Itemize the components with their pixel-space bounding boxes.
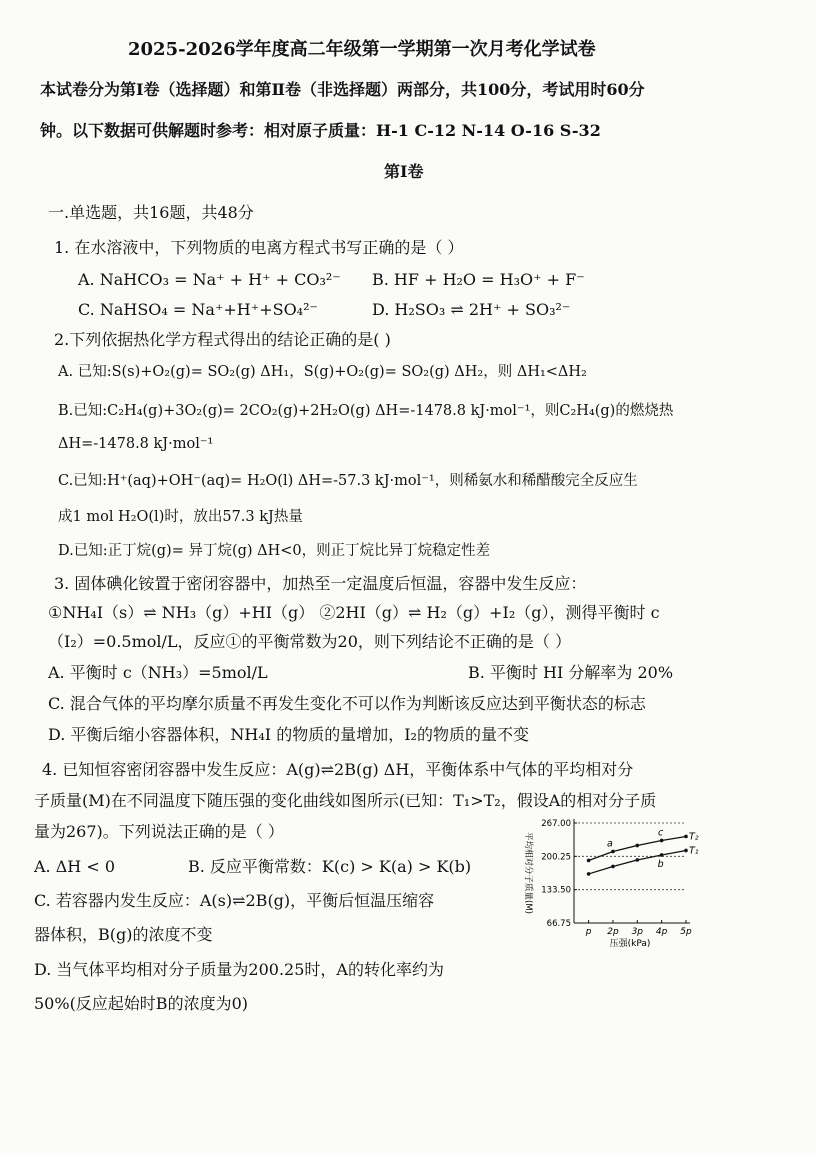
q4-option-d-line-1: D. 当气体平均相对分子质量为200.25时，A的转化率约为 [34, 960, 444, 979]
data-point [611, 850, 615, 854]
data-point [660, 853, 664, 857]
q3-option-c: C. 混合气体的平均摩尔质量不再发生变化不可以作为判断该反应达到平衡状态的标志 [48, 694, 646, 713]
x-tick-label: 4p [655, 927, 668, 937]
q4-stem-line-1: 4. 已知恒容密闭容器中发生反应：A(g)⇌2B(g) ΔH，平衡体系中气体的平均相对分 [42, 760, 634, 779]
point-label: b [657, 858, 664, 870]
y-axis-label: 平均相对分子质量(M) [523, 832, 533, 914]
data-point [636, 844, 640, 848]
section-heading: 一.单选题，共16题，共48分 [48, 203, 254, 222]
data-point [660, 839, 664, 843]
q4-option-c-line-2: 器体积，B(g)的浓度不变 [34, 925, 213, 944]
y-tick-label: 267.00 [541, 819, 571, 829]
q2-option-d: D.已知:正丁烷(g)= 异丁烷(g) ΔH<0，则正丁烷比异丁烷稳定性差 [58, 543, 491, 559]
data-point [587, 859, 591, 863]
y-tick-label: 66.75 [546, 919, 571, 929]
pressure-molar-mass-chart [512, 810, 702, 950]
x-tick-label: p [585, 927, 592, 937]
q2-option-b-line-2: ΔH=-1478.8 kJ·mol⁻¹ [58, 436, 214, 452]
intro-line-1: 本试卷分为第Ⅰ卷（选择题）和第Ⅱ卷（非选择题）两部分，共100分，考试用时60分 [40, 80, 645, 99]
y-tick-label: 133.50 [541, 885, 571, 896]
q4-option-c-line-1: C. 若容器内发生反应：A(s)⇌2B(g)，平衡后恒温压缩容 [34, 891, 435, 910]
q3-stem-line-2: ①NH₄I（s）⇌ NH₃（g）+HI（g） ②2HI（g）⇌ H₂（g）+I₂（g），测得平衡时 c [48, 603, 660, 622]
q2-stem: 2.下列依据热化学方程式得出的结论正确的是( ) [54, 330, 391, 349]
x-axis-label: 压强(kPa) [609, 939, 651, 949]
q2-option-c-line-2: 成1 mol H₂O(l)时，放出57.3 kJ热量 [58, 509, 303, 525]
series-label: T₂ [689, 831, 699, 843]
x-tick-label: 5p [680, 927, 692, 937]
data-point [636, 858, 640, 862]
q1-option-a: A. NaHCO₃ = Na⁺ + H⁺ + CO₃²⁻ [78, 270, 341, 289]
series-line [589, 850, 686, 873]
part-title: 第Ⅰ卷 [384, 162, 424, 181]
y-tick-label: 200.25 [541, 852, 571, 863]
q2-option-a: A. 已知:S(s)+O₂(g)= SO₂(g) ΔH₁，S(g)+O₂(g)= SO₂(g) ΔH₂，则 ΔH₁<ΔH₂ [58, 364, 587, 380]
q1-stem: 1. 在水溶液中，下列物质的电离方程式书写正确的是（ ） [54, 238, 464, 257]
q4-stem-line-2: 子质量(M)在不同温度下随压强的变化曲线如图所示(已知：T₁>T₂，假设A的相对分子质 [34, 791, 657, 810]
q3-stem-line-3: （I₂）=0.5mol/L，反应①的平衡常数为20，则下列结论不正确的是（ ） [48, 632, 571, 651]
data-point [684, 849, 688, 853]
q4-option-b: B. 反应平衡常数：K(c) > K(a) > K(b) [188, 857, 472, 876]
q3-stem-line-1: 3. 固体碘化铵置于密闭容器中，加热至一定温度后恒温，容器中发生反应： [54, 574, 587, 593]
series-line [589, 836, 686, 860]
data-point [684, 835, 688, 839]
q3-option-b: B. 平衡时 HI 分解率为 20% [468, 663, 674, 682]
q4-stem-line-3: 量为267)。下列说法正确的是（ ） [34, 822, 284, 841]
data-point [611, 865, 615, 869]
q1-option-d: D. H₂SO₃ ⇌ 2H⁺ + SO₃²⁻ [372, 300, 571, 319]
q4-option-d-line-2: 50%(反应起始时B的浓度为0) [34, 994, 248, 1013]
q3-option-d: D. 平衡后缩小容器体积，NH₄I 的物质的量增加，I₂的物质的量不变 [48, 725, 529, 744]
series-label: T₁ [689, 845, 699, 857]
x-tick-label: 3p [631, 927, 644, 937]
point-label: c [658, 827, 664, 839]
exam-title: 2025-2026学年度高二年级第一学期第一次月考化学试卷 [128, 39, 596, 60]
q2-option-c-line-1: C.已知:H⁺(aq)+OH⁻(aq)= H₂O(l) ΔH=-57.3 kJ·mol⁻¹，则稀氨水和稀醋酸完全反应生 [58, 473, 638, 489]
q1-option-c: C. NaHSO₄ = Na⁺+H⁺+SO₄²⁻ [78, 300, 318, 319]
point-label: a [607, 838, 613, 850]
q2-option-b-line-1: B.已知:C₂H₄(g)+3O₂(g)= 2CO₂(g)+2H₂O(g) ΔH=-1478.8 kJ·mol⁻¹，则C₂H₄(g)的燃烧热 [58, 403, 674, 419]
data-point [587, 872, 591, 876]
intro-line-2: 钟。以下数据可供解题时参考：相对原子质量：H-1 C-12 N-14 O-16 S-32 [40, 121, 601, 140]
q3-option-a: A. 平衡时 c（NH₃）=5mol/L [48, 663, 268, 682]
q1-option-b: B. HF + H₂O = H₃O⁺ + F⁻ [372, 270, 585, 289]
x-tick-label: 2p [607, 927, 619, 937]
q4-option-a: A. ΔH < 0 [34, 857, 115, 876]
